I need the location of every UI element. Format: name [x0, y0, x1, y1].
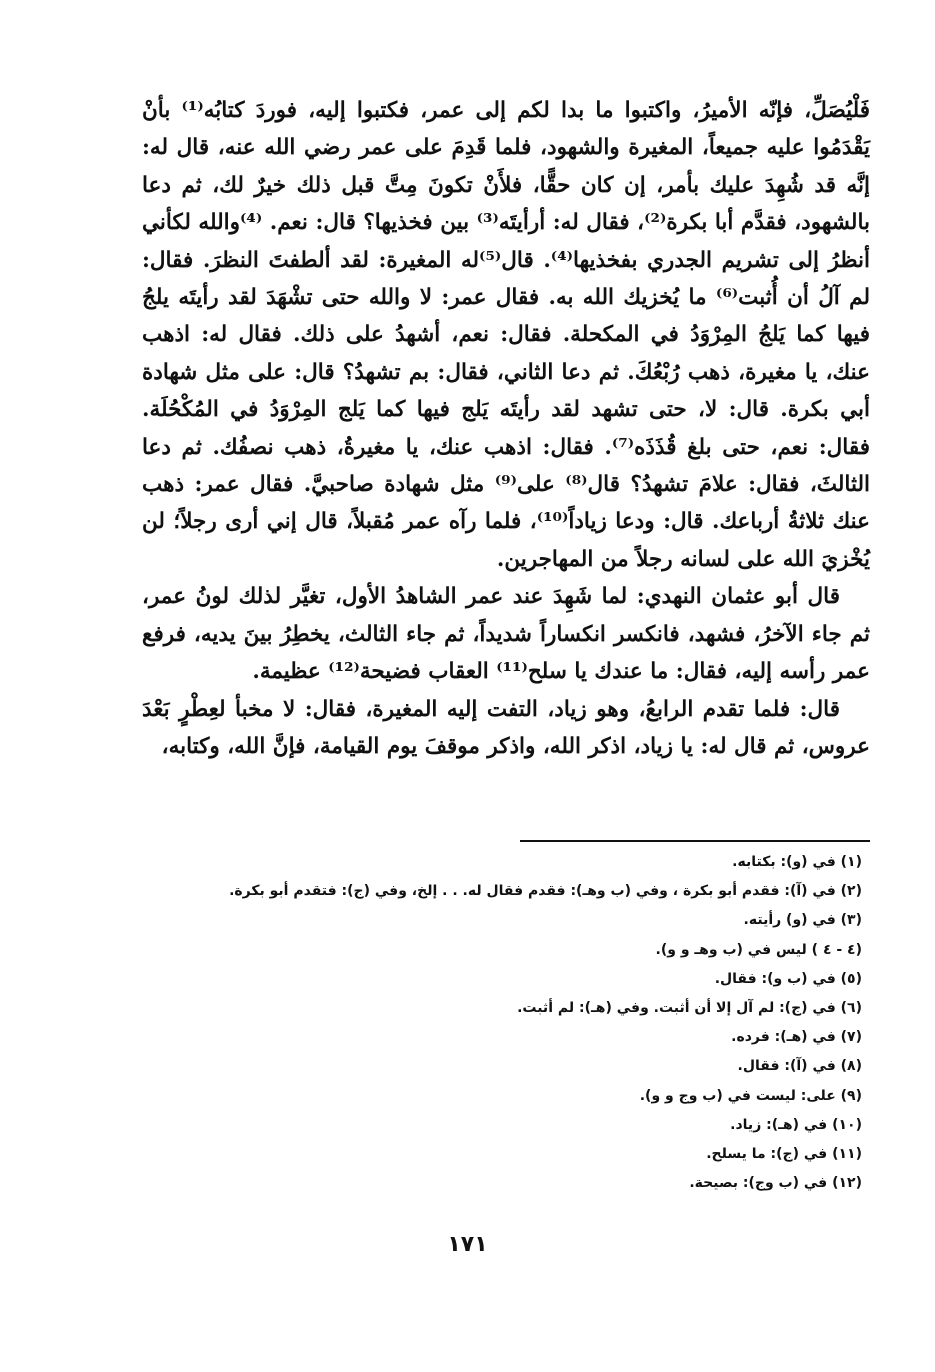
footnote: (٧) في (هـ): فرده.: [731, 1029, 862, 1046]
footnote: (١) في (و): بكتابه.: [732, 854, 862, 870]
paragraph-1: فَلْيُصَلِّ، فإنّه الأميرُ، واكتبوا ما بدا لكم إلى عمر، فكتبوا إليه، فوردَ كتابُه⁽¹⁾ بأنْ يَقْدَمُوا عليه جميعاً، المغيرة والشهود، فلما قَدِمَ على عمر رضي الله عنه، قال له: إنَّه قد شُهِدَ عليك بأمر، إن كان حقًّا، فلأَنْ تكونَ مِتَّ قبل ذلك خيرٌ لك، ثم دعا بالشهود، فقدَّم أبا بكرة⁽²⁾، فقال له: أرأيتَه⁽³⁾ بين فخذيها؟ قال: نعم. ⁽⁴⁾والله لكأني أنظرُ إلى تشريم الجدري بفخذيها⁽⁴⁾. قال⁽⁵⁾له المغيرة: لقد ألطفتَ النظرَ. فقال: لم آلُ أن أُثبت⁽⁶⁾ ما يُخزيك الله به. فقال عمر: لا والله حتى تشْهَدَ لقد رأيتَه يلجُ فيها كما يَلجُ المِرْوَدُ في المكحلة. فقال: نعم، أشهدُ على ذلك. فقال له: اذهب عنك، يا مغيرة، ذهب رُبْعُكَ. ثم دعا الثاني، فقال: بم تشهدُ؟ قال: على مثل شهادة أبي بكرة. قال: لا، حتى تشهد لقد رأيتَه يَلج فيها كما يَلج المِرْوَدُ في المُكْحُلَة. فقال: نعم، حتى بلغ قُذَذَه⁽⁷⁾. فقال: اذهب عنك، يا مغيرةُ، ذهب نصفُك. ثم دعا الثالثَ، فقال: علامَ تشهدُ؟ قال⁽⁸⁾ على⁽⁹⁾ مثل شهادة صاحبيَّ. فقال عمر: ذهب عنك ثلاثةُ أرباعك. قال: ودعا زياداً⁽¹⁰⁾، فلما رآه عمر مُقبلاً، قال إني أرى رجلاً؛ لن يُخْزيَ الله على لسانه رجلاً من المهاجرين.: [142, 98, 871, 572]
footnote: (٤ - ٤ ) ليس في (ب وهـ و و).: [655, 941, 862, 958]
footnote: (٩) على: ليست في (ب وج و و).: [639, 1087, 862, 1104]
paragraph-2: قال أبو عثمان النهدي: لما شَهِدَ عند عمر الشاهدُ الأول، تغيَّر لذلك لونُ عمر، ثم جاء الآخرُ، فشهد، فانكسر انكساراً شديداً، ثم جاء الثالث، يخطِرُ بينَ يديه، فرفع عمر رأسه إليه، فقال: ما عندك يا سلح⁽¹¹⁾ العقاب فضيحة⁽¹²⁾ عظيمة.: [142, 584, 870, 685]
main-text: [142, 92, 870, 765]
footnote-divider: [520, 840, 870, 842]
page-number: ١٧١: [447, 1232, 488, 1257]
footnote: (١١) في (ج): ما يسلح.: [706, 1146, 862, 1163]
paragraph-3: قال: فلما تقدم الرابعُ، وهو زياد، التفت إليه المغيرة، فقال: لا مخبأ لعِطْرٍ بَعْدَ عروس، ثم قال له: يا زياد، اذكر الله، واذكر موقفَ يوم القيامة، فإنَّ الله، وكتابه،: [142, 696, 870, 759]
footnotes: [142, 848, 862, 1198]
footnote: (١٢) في (ب وج): بصيحة.: [689, 1175, 862, 1192]
footnote: (٦) في (ج): لم آل إلا أن أثبت. وفي (هـ): لم أثبت.: [517, 1000, 862, 1017]
footnote: (٨) في (آ): فقال.: [737, 1058, 862, 1075]
footnote: (٣) في (و) رأيته.: [743, 912, 862, 929]
footnote: (١٠) في (هـ): زياد.: [730, 1116, 862, 1133]
footnote: (٢) في (آ): فقدم أبو بكرة ، وفي (ب وهـ): فقدم فقال له. . . إلخ، وفي (ج): فتقدم أبو بكرة.: [229, 883, 862, 900]
footnote: (٥) في (ب و): فقال.: [714, 970, 862, 987]
